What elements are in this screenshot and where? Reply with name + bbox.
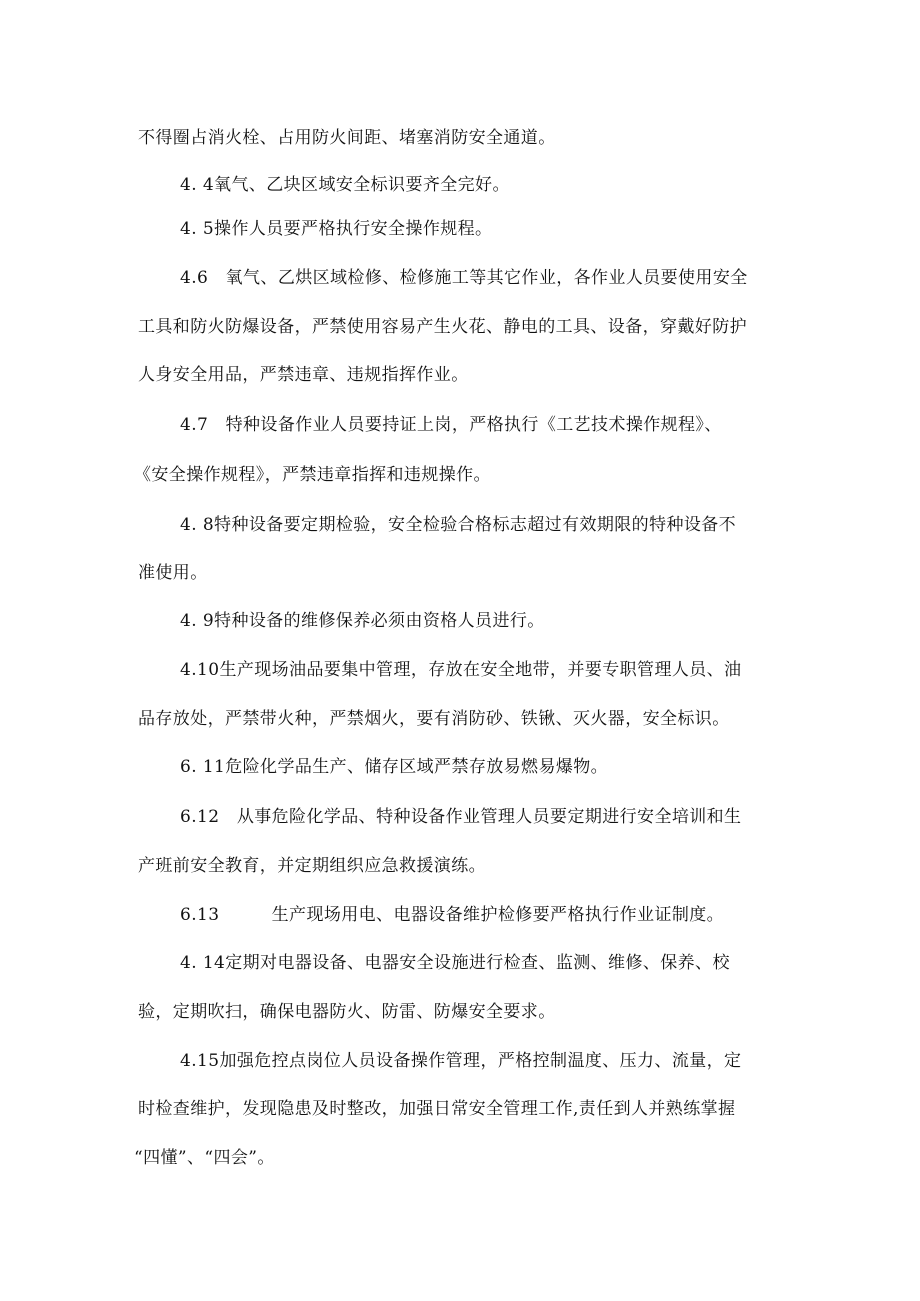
text-line: 不得圈占消火栓、占用防火间距、堵塞消防安全通道。 [138, 128, 556, 148]
text-line: 《安全操作规程》，严禁违章指挥和违规操作。 [134, 465, 491, 485]
text-line: 6.13 生产现场用电、电器设备维护检修要严格执行作业证制度。 [180, 905, 725, 925]
text-line: 产班前安全教育，并定期组织应急救援演练。 [138, 856, 486, 876]
text-line: 工具和防火防爆设备，严禁使用容易产生火花、静电的工具、设备，穿戴好防护 [138, 317, 747, 337]
text-line: 4. 5操作人员要严格执行安全操作规程。 [180, 219, 493, 239]
text-line: 验，定期吹扫，确保电器防火、防雷、防爆安全要求。 [138, 1002, 556, 1022]
text-line: 4. 9特种设备的维修保养必须由资格人员进行。 [180, 611, 545, 631]
text-line: 4.10生产现场油品要集中管理，存放在安全地带，并要专职管理人员、油 [180, 660, 742, 680]
text-line: 4.7 特种设备作业人员要持证上岗，严格执行《工艺技术操作规程》、 [180, 415, 722, 435]
text-line: 4. 14定期对电器设备、电器安全设施进行检查、监测、维修、保养、校 [180, 953, 730, 973]
text-line: 人身安全用品，严禁违章、违规指挥作业。 [138, 365, 469, 385]
text-line: 4. 8特种设备要定期检验，安全检验合格标志超过有效期限的特种设备不 [180, 515, 737, 535]
text-line: 准使用。 [138, 563, 208, 583]
text-line: 4.15加强危控点岗位人员设备操作管理，严格控制温度、压力、流量，定 [180, 1051, 742, 1071]
text-line: 品存放处，严禁带火种，严禁烟火，要有消防砂、铁锹、灭火器，安全标识。 [138, 709, 730, 729]
text-line: 时检查维护，发现隐患及时整改，加强日常安全管理工作,责任到人并熟练掌握 [138, 1099, 736, 1119]
text-line: “四懂”、“四会”。 [134, 1148, 275, 1168]
text-line: 6. 11危险化学品生产、储存区域严禁存放易燃易爆物。 [180, 757, 609, 777]
text-line: 6.12 从事危险化学品、特种设备作业管理人员要定期进行安全培训和生 [180, 807, 742, 827]
text-line: 4. 4氧气、乙块区域安全标识要齐全完好。 [180, 175, 510, 195]
text-line: 4.6 氧气、乙烘区域检修、检修施工等其它作业，各作业人员要使用安全 [180, 268, 748, 288]
